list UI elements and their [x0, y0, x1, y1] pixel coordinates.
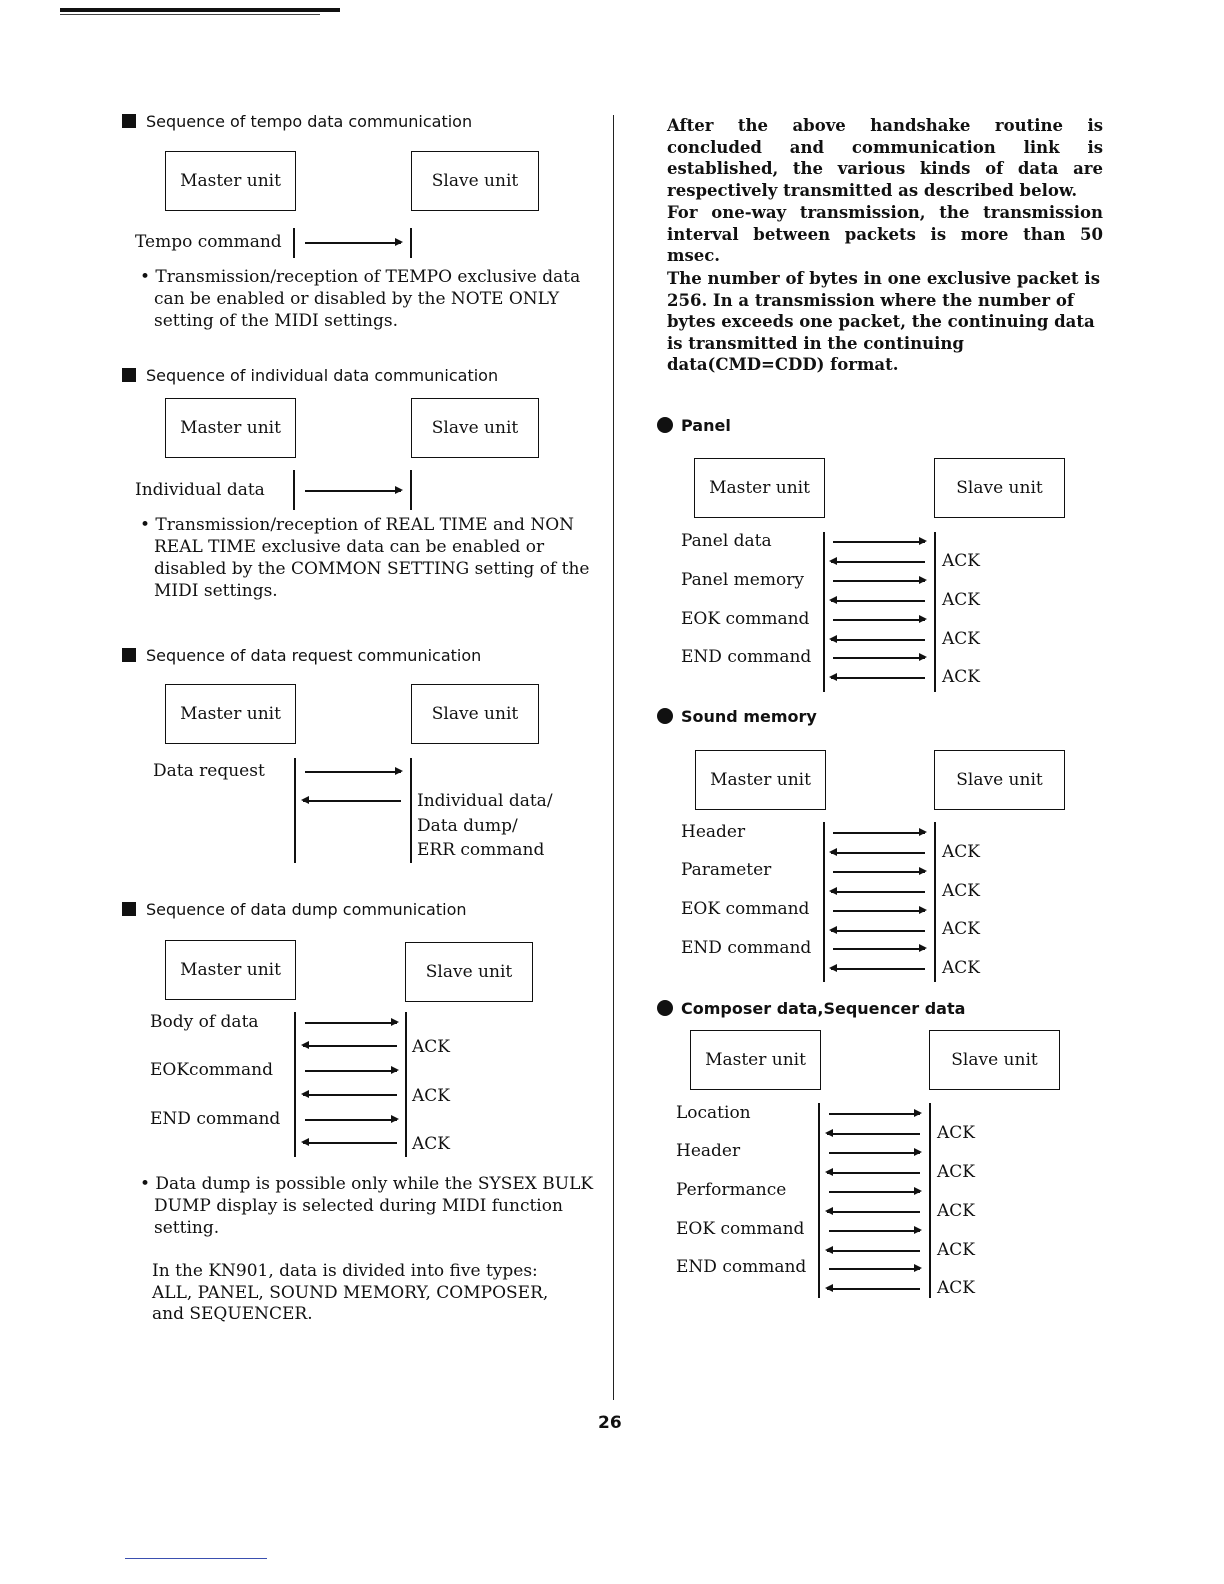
slave-timeline	[405, 1012, 407, 1157]
master-timeline	[293, 470, 295, 510]
slave-timeline	[410, 758, 412, 863]
arrow-right	[305, 490, 401, 492]
master-timeline	[823, 822, 825, 982]
arrow-left	[827, 1288, 920, 1290]
master-timeline	[293, 228, 295, 258]
individual-note: • Transmission/reception of REAL TIME and NON REAL TIME exclusive data can be enabled or disabled by the COMMON SETTING setting of the MIDI settings.	[140, 515, 590, 601]
sequence-label: Parameter	[681, 860, 772, 880]
arrow-left	[303, 1094, 397, 1096]
ack-label: ACK	[942, 919, 980, 939]
slave-unit-box: Slave unit	[929, 1030, 1060, 1090]
response-label: ERR command	[417, 840, 545, 860]
slave-unit-box: Slave unit	[934, 750, 1065, 810]
header-rule-thin	[60, 14, 320, 15]
arrow-right	[833, 541, 925, 543]
ack-label: ACK	[942, 842, 980, 862]
arrow-right	[305, 242, 401, 244]
square-bullet-icon	[122, 648, 136, 662]
response-label: Individual data/	[417, 791, 553, 811]
arrow-left	[831, 852, 925, 854]
slave-timeline	[410, 228, 412, 258]
master-timeline	[823, 532, 825, 692]
individual-heading: Sequence of individual data communication	[122, 366, 498, 385]
sequence-label: END command	[681, 647, 812, 667]
arrow-right	[305, 1022, 397, 1024]
ack-label: ACK	[942, 629, 980, 649]
arrow-left	[831, 930, 925, 932]
sequence-label: EOK command	[681, 609, 810, 629]
slave-unit-box: Slave unit	[405, 942, 533, 1002]
arrow-left	[303, 1045, 397, 1047]
ack-label: ACK	[942, 551, 980, 571]
sequence-label: Panel memory	[681, 570, 804, 590]
panel-heading: Panel	[657, 416, 731, 435]
circle-bullet-icon	[657, 1000, 673, 1016]
footer-rule	[125, 1558, 267, 1559]
square-bullet-icon	[122, 114, 136, 128]
master-unit-box: Master unit	[695, 750, 826, 810]
master-unit-box: Master unit	[165, 151, 296, 211]
square-bullet-icon	[122, 902, 136, 916]
arrow-left	[827, 1250, 920, 1252]
sequence-label: END command	[681, 938, 812, 958]
individual-data-label: Individual data	[135, 480, 265, 500]
master-unit-box: Master unit	[165, 940, 296, 1000]
column-divider	[613, 115, 614, 1400]
ack-label: ACK	[937, 1162, 975, 1182]
ack-label: ACK	[412, 1037, 450, 1057]
arrow-left	[831, 968, 925, 970]
data-request-label: Data request	[153, 761, 265, 781]
master-unit-box: Master unit	[165, 684, 296, 744]
master-unit-box: Master unit	[694, 458, 825, 518]
ack-label: ACK	[942, 590, 980, 610]
arrow-left	[303, 1142, 397, 1144]
dump-note: • Data dump is possible only while the SYSEX BULK DUMP display is selected during MIDI function setting.	[140, 1174, 594, 1238]
master-unit-box: Master unit	[690, 1030, 821, 1090]
slave-timeline	[934, 822, 936, 982]
sequence-label: Header	[681, 822, 746, 842]
arrow-right	[829, 1152, 920, 1154]
tempo-heading: Sequence of tempo data communication	[122, 112, 472, 131]
slave-unit-box: Slave unit	[411, 684, 539, 744]
composer-heading: Composer data,Sequencer data	[657, 999, 965, 1018]
packet-paragraph: The number of bytes in one exclusive packet is 256. In a transmission where the number of bytes exceeds one packet, the continuing data is transmitted in the continuing data(CMD=CDD) format.	[667, 269, 1100, 374]
arrow-right	[833, 832, 925, 834]
arrow-left	[831, 891, 925, 893]
slave-unit-box: Slave unit	[411, 398, 539, 458]
arrow-right	[305, 771, 401, 773]
sequence-label: EOK command	[681, 899, 810, 919]
arrow-right	[829, 1230, 920, 1232]
master-timeline	[294, 758, 296, 863]
slave-timeline	[929, 1103, 931, 1298]
request-heading: Sequence of data request communication	[122, 646, 481, 665]
circle-bullet-icon	[657, 417, 673, 433]
data-types-line: In the KN901, data is divided into five types:	[152, 1261, 538, 1281]
arrow-left	[831, 677, 925, 679]
arrow-right	[833, 580, 925, 582]
arrow-left	[831, 600, 925, 602]
ack-label: ACK	[942, 958, 980, 978]
ack-label: ACK	[412, 1134, 450, 1154]
sequence-label: Panel data	[681, 531, 772, 551]
ack-label: ACK	[937, 1278, 975, 1298]
arrow-right	[829, 1191, 920, 1193]
arrow-left	[827, 1172, 920, 1174]
slave-unit-box: Slave unit	[411, 151, 539, 211]
slave-timeline	[410, 470, 412, 510]
sequence-label: Performance	[676, 1180, 787, 1200]
sequence-label: END command	[676, 1257, 807, 1277]
arrow-right	[833, 657, 925, 659]
sequence-label: Body of data	[150, 1012, 259, 1032]
arrow-left	[831, 639, 925, 641]
data-types-line: and SEQUENCER.	[152, 1304, 313, 1324]
arrow-right	[305, 1070, 397, 1072]
sequence-label: Header	[676, 1141, 741, 1161]
interval-paragraph: For one-way transmission, the transmission interval between packets is more than 50 msec.	[667, 203, 1103, 265]
master-timeline	[818, 1103, 820, 1298]
arrow-left	[827, 1133, 920, 1135]
tempo-note: • Transmission/reception of TEMPO exclusive data can be enabled or disabled by the NOTE ONLY setting of the MIDI settings.	[140, 267, 581, 331]
circle-bullet-icon	[657, 708, 673, 724]
arrow-right	[829, 1113, 920, 1115]
slave-timeline	[934, 532, 936, 692]
response-label: Data dump/	[417, 816, 518, 836]
slave-unit-box: Slave unit	[934, 458, 1065, 518]
sequence-label: END command	[150, 1109, 281, 1129]
ack-label: ACK	[937, 1240, 975, 1260]
arrow-right	[833, 948, 925, 950]
square-bullet-icon	[122, 368, 136, 382]
arrow-right	[833, 871, 925, 873]
arrow-left	[303, 800, 401, 802]
arrow-left	[827, 1211, 920, 1213]
data-types-line: ALL, PANEL, SOUND MEMORY, COMPOSER,	[152, 1283, 549, 1303]
intro-paragraph: After the above handshake routine is concluded and communication link is established, the various kinds of data are respectively transmitted as described below.	[667, 116, 1103, 200]
ack-label: ACK	[942, 667, 980, 687]
ack-label: ACK	[937, 1201, 975, 1221]
arrow-right	[833, 619, 925, 621]
page-number: 26	[598, 1413, 622, 1433]
sequence-label: EOKcommand	[150, 1060, 274, 1080]
arrow-right	[305, 1119, 397, 1121]
sequence-label: Location	[676, 1103, 751, 1123]
sound-memory-heading: Sound memory	[657, 707, 817, 726]
ack-label: ACK	[942, 881, 980, 901]
arrow-right	[829, 1268, 920, 1270]
tempo-command-label: Tempo command	[135, 232, 282, 252]
master-unit-box: Master unit	[165, 398, 296, 458]
arrow-right	[833, 910, 925, 912]
ack-label: ACK	[937, 1123, 975, 1143]
header-rule	[60, 8, 340, 12]
master-timeline	[294, 1012, 296, 1157]
arrow-left	[831, 561, 925, 563]
dump-heading: Sequence of data dump communication	[122, 900, 467, 919]
sequence-label: EOK command	[676, 1219, 805, 1239]
ack-label: ACK	[412, 1086, 450, 1106]
